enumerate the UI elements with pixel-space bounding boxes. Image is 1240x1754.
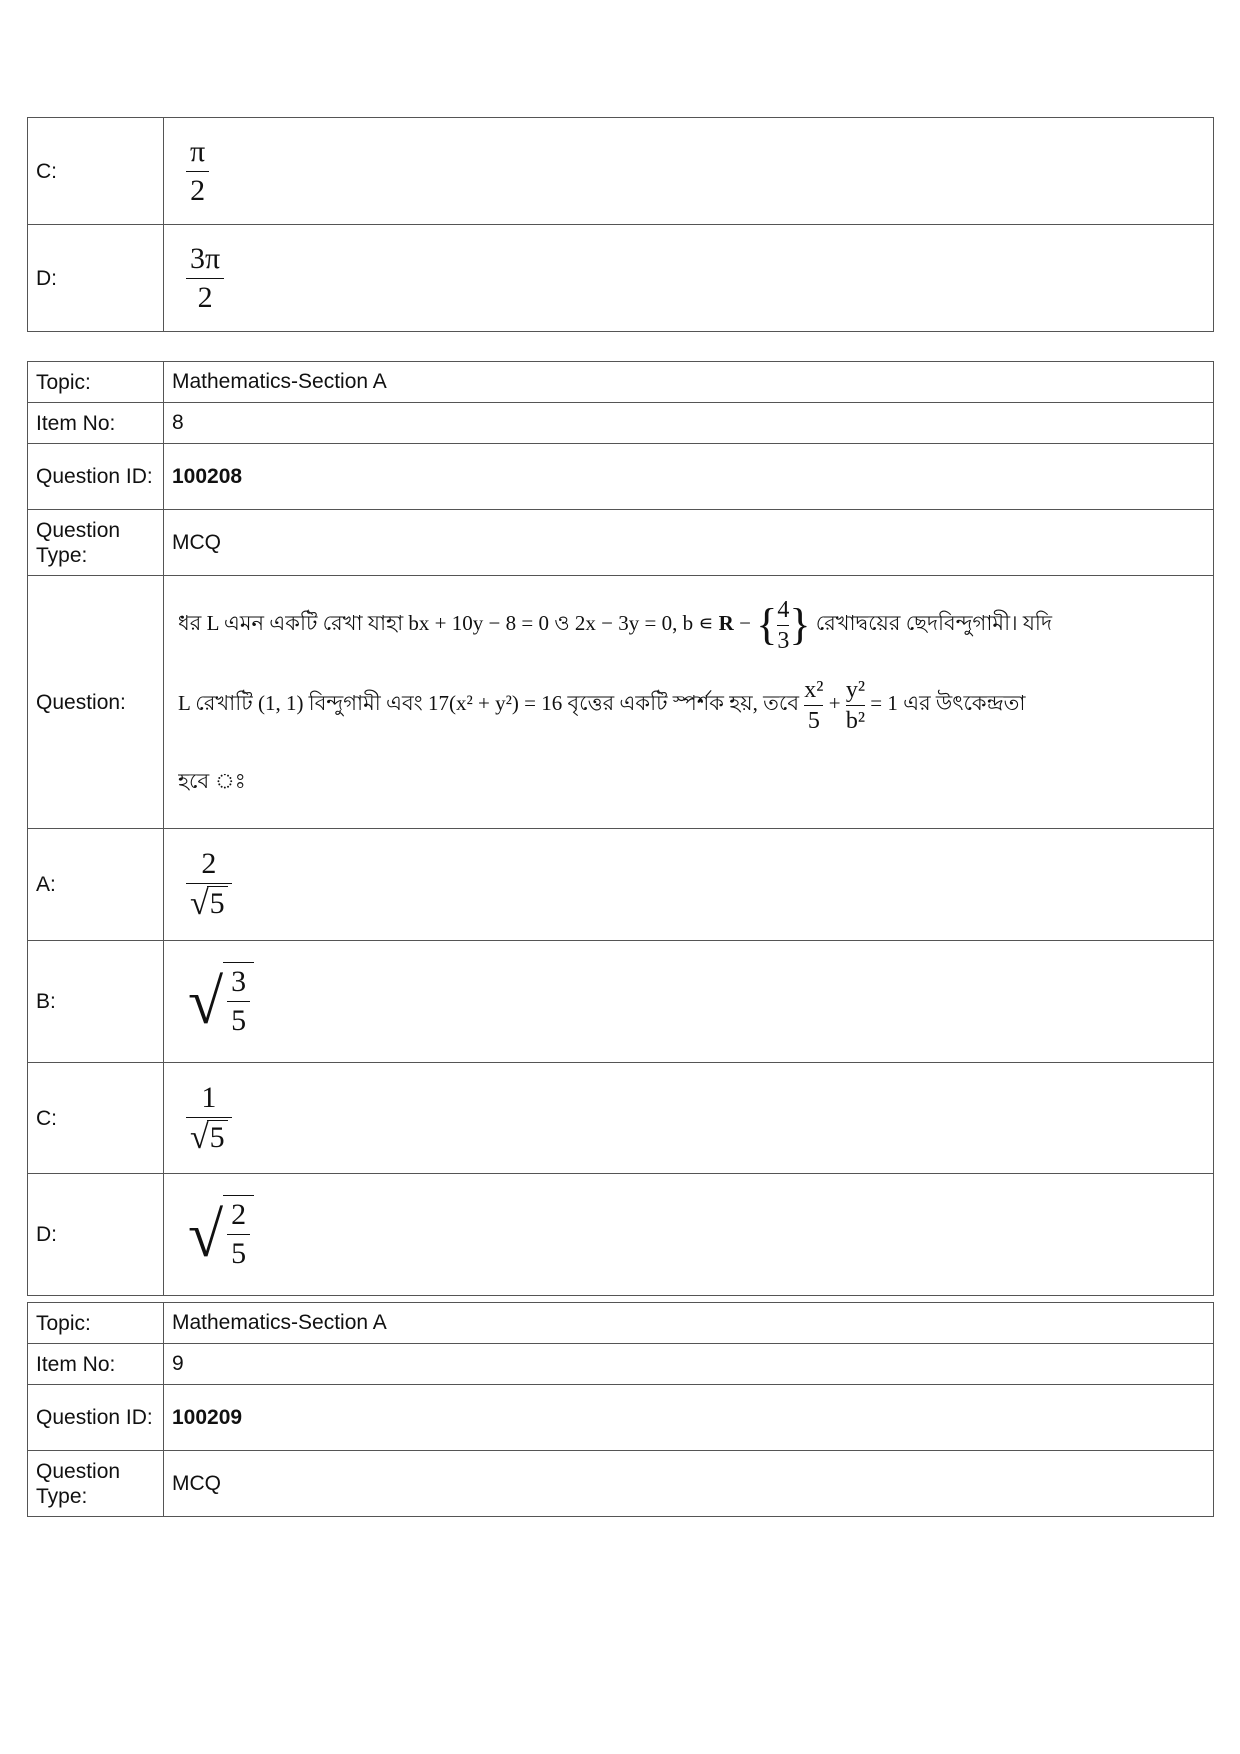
fraction-denominator: 5 [231,1236,247,1270]
option-row [28,1174,1214,1296]
option-label: D: [28,1174,164,1296]
fraction-denominator: 5 [807,707,820,734]
fraction-bar [227,1234,250,1235]
fraction-numerator: x² [804,676,824,703]
question-text-part: রেখাদ্বয়ের ছেদবিন্দুগামী। যদি [810,611,1052,635]
question-type-value: MCQ [164,510,1214,576]
option-value [164,829,1214,941]
question-line-2 [178,664,1205,742]
radicand: 5 [207,886,228,921]
question-text-part: = 1 এর উৎকেন্দ্রতা [865,691,1026,716]
plus-sign: + [823,691,846,716]
set-fraction [777,596,789,655]
radical-sign: √ [190,885,209,923]
question-id-row [28,1385,1214,1451]
fraction-numerator: 3π [190,241,221,275]
option-row [28,118,1214,225]
square-root [190,1120,228,1156]
fraction-numerator: π [190,134,206,168]
question-8-table [27,361,1214,1296]
fraction [804,676,823,735]
topic-label: Topic: [28,1303,164,1344]
fraction-bar [846,705,865,706]
option-label: C: [28,1063,164,1174]
fraction-bar [186,1117,232,1118]
radicand [223,1195,254,1271]
question-type-row [28,510,1214,576]
question-id-value: 100208 [164,444,1214,510]
fraction-numerator: y² [845,676,866,703]
question-id-value: 100209 [164,1385,1214,1451]
item-value: 9 [164,1344,1214,1385]
fraction-numerator: 2 [201,847,217,881]
fraction-bar [777,625,789,626]
fraction [846,676,865,735]
topic-row [28,362,1214,403]
topic-label: Topic: [28,362,164,403]
option-value [164,1174,1214,1296]
fraction-denominator: 3 [777,627,790,654]
fraction-numerator: 3 [231,964,247,998]
option-value [164,225,1214,332]
question-label: Question: [28,576,164,829]
fraction [186,847,232,922]
question-text-part: L রেখাটি (1, 1) বিন্দুগামী এবং 17(x² + y²) = 16 বৃত্তের একটি স্পর্শক হয়, তবে [178,691,805,716]
question-row [28,576,1214,829]
question-line-1 [178,584,1205,664]
question-line-3: হবে ঃ [178,769,246,794]
brace-open: { [756,600,778,650]
option-row [28,941,1214,1063]
option-row [28,225,1214,332]
topic-value: Mathematics-Section A [164,1303,1214,1344]
option-value [164,118,1214,225]
option-label: A: [28,829,164,941]
square-root [190,886,228,922]
fraction [186,1081,232,1156]
question-type-row [28,1451,1214,1517]
radicand [223,962,254,1038]
fraction-numerator: 2 [231,1197,247,1231]
question-type-value: MCQ [164,1451,1214,1517]
square-root [188,966,254,1038]
question-9-table [27,1302,1214,1517]
fraction-numerator: 1 [201,1080,217,1114]
fraction-numerator: 4 [777,596,790,623]
fraction-denominator [186,1120,232,1156]
option-label: D: [28,225,164,332]
option-row [28,1063,1214,1174]
prev-question-options-table [27,117,1214,332]
radical-sign: √ [188,1198,224,1270]
topic-value: Mathematics-Section A [164,362,1214,403]
fraction-denominator: 5 [231,1003,247,1037]
fraction [186,135,209,208]
real-set-symbol: R [718,611,734,635]
question-text-part: ধর L এমন একটি রেখা যাহা bx + 10y − 8 = 0 ও 2x − 3y = 0, b ∊ [178,611,719,635]
brace-close: } [789,600,811,650]
question-id-label: Question ID: [28,1385,164,1451]
option-row [28,829,1214,941]
item-row [28,1344,1214,1385]
fraction [227,1198,250,1271]
question-type-label: Question Type: [28,1451,164,1517]
topic-row [28,1303,1214,1344]
radicand: 5 [207,1120,228,1155]
fraction-denominator: 2 [197,280,213,314]
fraction-denominator: b² [845,707,866,734]
fraction [186,242,224,315]
question-text-part: − [733,611,757,635]
radical-sign: √ [188,965,224,1037]
question-id-label: Question ID: [28,444,164,510]
item-label: Item No: [28,403,164,444]
fraction-bar [186,171,209,172]
question-id-row [28,444,1214,510]
fraction-denominator: 2 [190,173,206,207]
item-label: Item No: [28,1344,164,1385]
question-text [164,576,1214,829]
fraction-denominator [186,886,232,922]
option-label: B: [28,941,164,1063]
fraction [227,965,250,1038]
fraction-bar [227,1001,250,1002]
item-row [28,403,1214,444]
fraction-bar [804,705,823,706]
option-label: C: [28,118,164,225]
option-value [164,941,1214,1063]
fraction-bar [186,278,224,279]
radical-sign: √ [190,1118,209,1156]
square-root [188,1199,254,1271]
fraction-bar [186,883,232,884]
item-value: 8 [164,403,1214,444]
option-value [164,1063,1214,1174]
question-type-label: Question Type: [28,510,164,576]
